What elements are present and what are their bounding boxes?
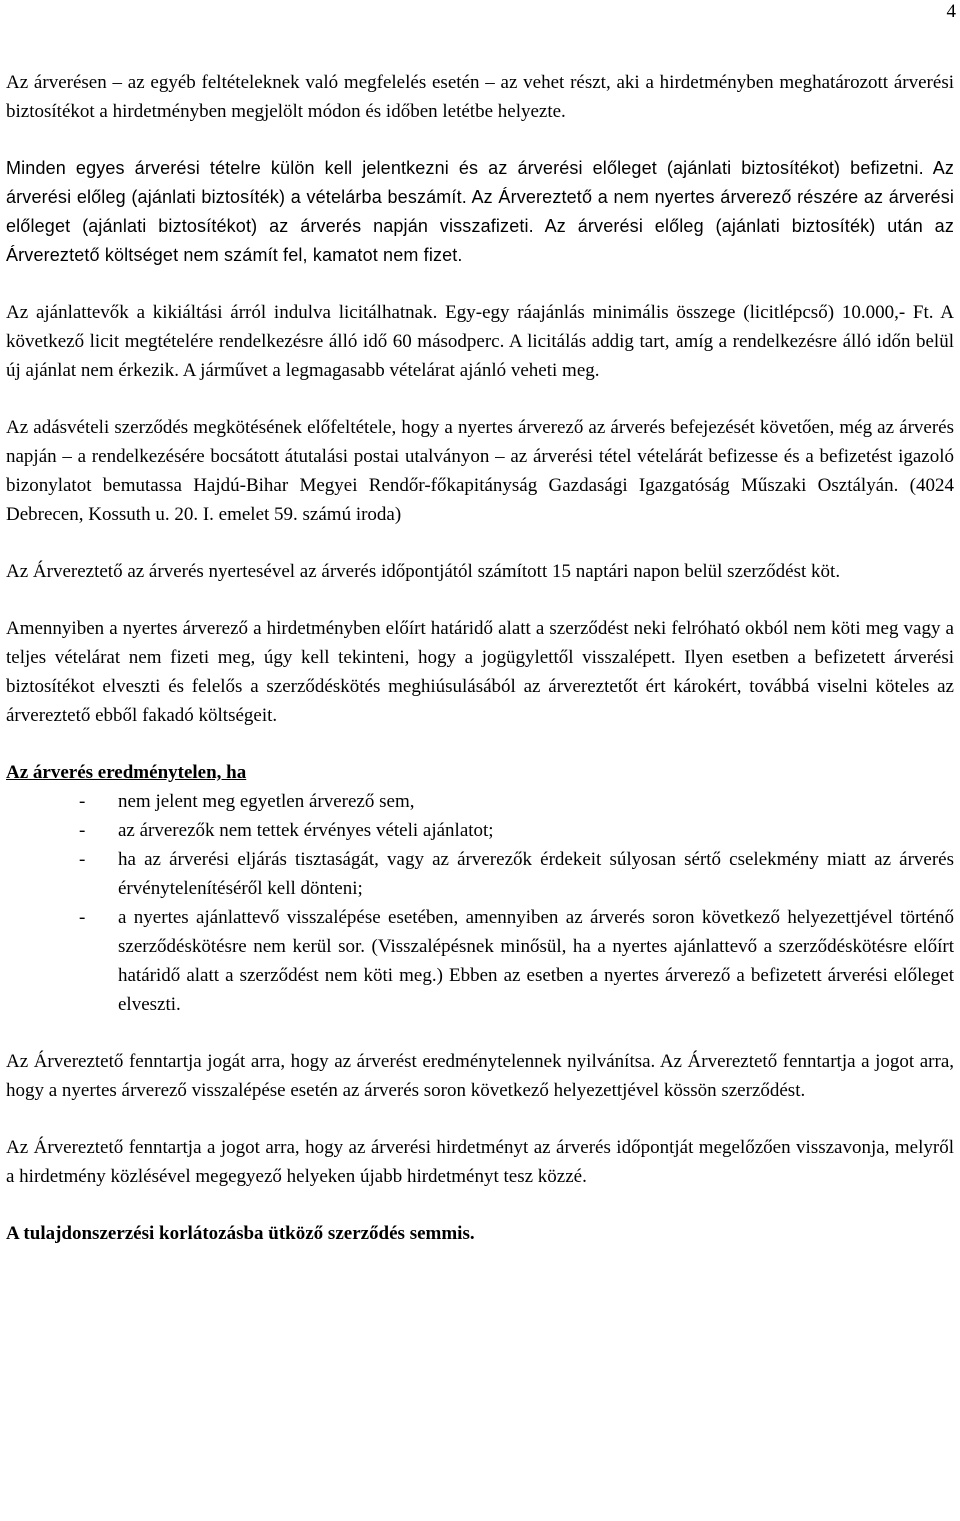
paragraph-contract-precondition: Az adásvételi szerződés megkötésének előfeltétele, hogy a nyertes árverező az árverés befejezését követően, még az árverés napján – a rendelkezésére bocsátott átutalási postai utalványon – az árverési tétel vételárát befizesse és a befizetést igazoló bizonylatot bemutassa Hajdú-Bihar Megyei Rendőr-főkapitányság Gazdasági Igazgatóság Műszaki Osztályán. (4024 Debrecen, Kossuth u. 20. I. emelet 59. számú iroda) (6, 417, 954, 525)
list-item-text: ha az árverési eljárás tisztaságát, vagy az árverezők érdekeit súlyosan sértő cselekmény miatt az árverés érvénytelenítéséről kell dönteni; (118, 849, 954, 899)
paragraph-right-to-revoke: Az Árvereztető fenntartja a jogot arra, hogy az árverési hirdetményt az árverés időpontját megelőzően visszavonja, melyről a hirdetmény közlésével megegyező helyeken újabb hirdetményt tesz közzé. (6, 1137, 954, 1187)
final-statement: A tulajdonszerzési korlátozásba ütköző szerződés semmis. (6, 1223, 475, 1244)
page-number: 4 (946, 1, 956, 22)
paragraph-contract-deadline: Az Árvereztető az árverés nyertesével az árverés időpontjától számított 15 naptári napon belül szerződést köt. (6, 561, 841, 582)
unsuccessful-conditions-list (6, 787, 954, 1019)
paragraph-right-to-void: Az Árvereztető fenntartja jogát arra, hogy az árverést eredménytelennek nyilvánítsa. Az Árvereztető fenntartja a jogot arra, hogy a nyertes árverező visszalépése esetén az árverés soron következő helyezettjével kössön szerződést. (6, 1051, 954, 1101)
section-heading-unsuccessful (6, 758, 954, 787)
list-item-text: a nyertes ajánlattevő visszalépése esetében, amennyiben az árverés soron következő helyezettjével történő szerződéskötésre nem kerül sor. (Visszalépésnek minősül, ha a nyertes ajánlattevő a szerződéskötésre előírt határidő alatt a szerződést nem köti meg.) Ebben az esetben a nyertes árverező a befizetett árverési előleget elveszti. (118, 907, 954, 1015)
heading-text: Az árverés eredménytelen, ha (6, 762, 247, 783)
dash-bullet: - (79, 907, 86, 928)
list-item (6, 816, 954, 845)
dash-bullet: - (79, 820, 86, 841)
dash-bullet: - (79, 849, 86, 870)
paragraph-deposit: Minden egyes árverési tételre külön kell jelentkezni és az árverési előleget (ajánlati biztosítékot) befizetni. Az árverési előleg (ajánlati biztosíték) a vételárba beszámít. Az Árvereztető a nem nyertes árverező részére az árverési előleget (ajánlati biztosítékot) az árverés napján visszafizeti. Az árverési előleg (ajánlati biztosíték) után az Árvereztető költséget nem számít fel, kamatot nem fizet. (6, 158, 954, 265)
list-item-text: nem jelent meg egyetlen árverező sem, (118, 791, 415, 812)
dash-bullet: - (79, 791, 86, 812)
paragraph-bidding: Az ajánlattevők a kikiáltási árról indulva licitálhatnak. Egy-egy ráajánlás minimális összege (licitlépcső) 10.000,- Ft. A következő licit megtételére rendelkezésre álló idő 60 másodperc. A licitálás addig tart, amíg a rendelkezésre álló időn belül új ajánlat nem érkezik. A járművet a legmagasabb vételárat ajánló veheti meg. (6, 302, 954, 381)
list-item (6, 845, 954, 903)
list-item-text: az árverezők nem tettek érvényes vételi ajánlatot; (118, 820, 494, 841)
list-item (6, 903, 954, 1019)
document-body (6, 68, 954, 1248)
paragraph-withdrawal: Amennyiben a nyertes árverező a hirdetményben előírt határidő alatt a szerződést neki felróható okból nem köti meg vagy a teljes vételárat nem fizeti meg, úgy kell tekinteni, hogy a jogügylettől visszalépett. Ilyen esetben a befizetett árverési biztosítékot elveszti és felelős a szerződéskötés meghiúsulásából az árvereztetőt ért károkért, továbbá viselni köteles az árvereztető ebből fakadó költségeit. (6, 618, 954, 726)
list-item (6, 787, 954, 816)
paragraph-participation: Az árverésen – az egyéb feltételeknek való megfelelés esetén – az vehet részt, aki a hirdetményben meghatározott árverési biztosítékot a hirdetményben megjelölt módon és időben letétbe helyezte. (6, 72, 954, 122)
